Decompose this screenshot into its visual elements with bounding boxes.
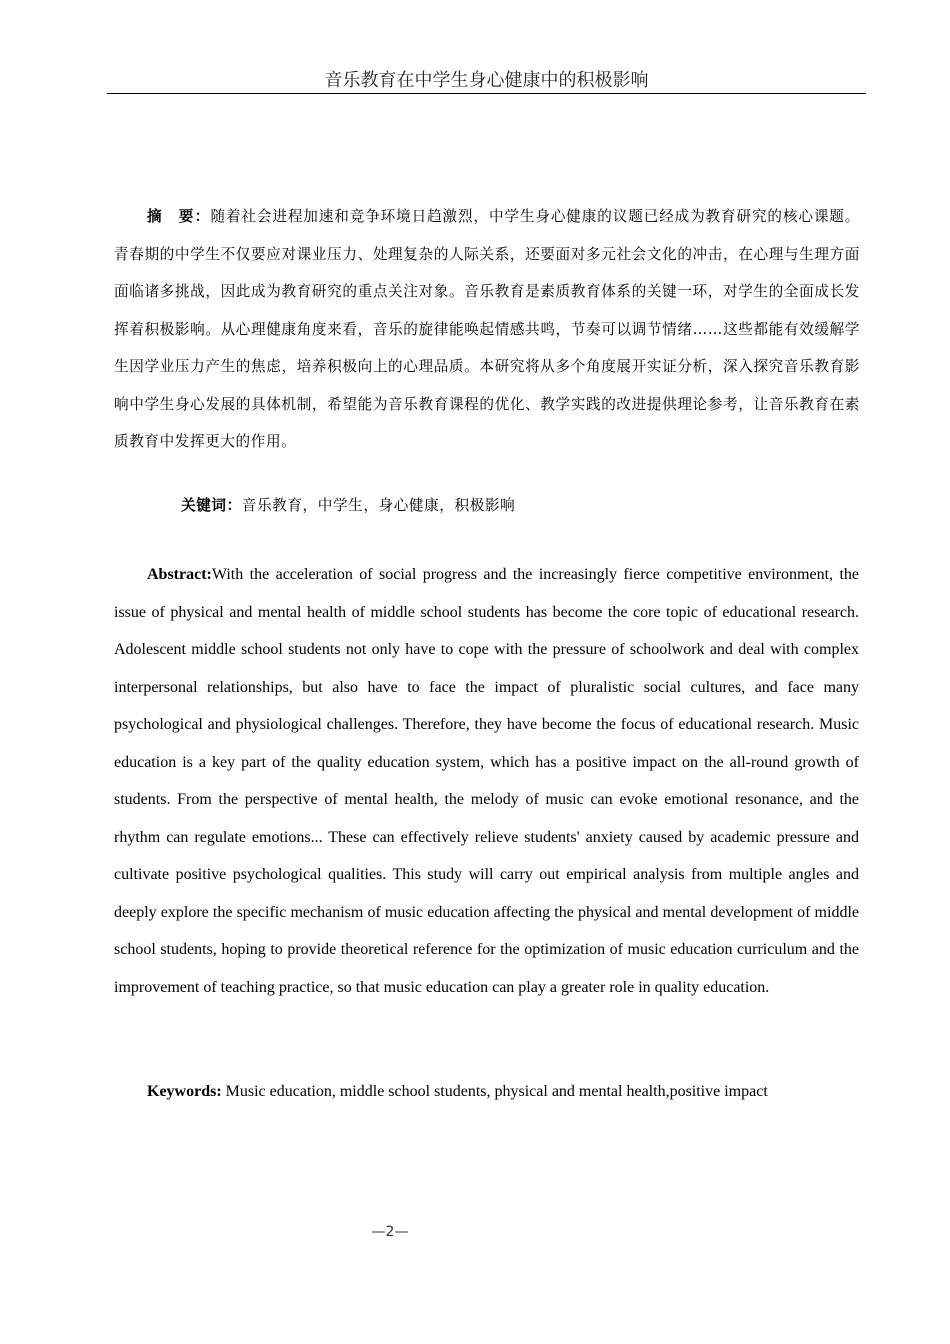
chinese-keywords-label: 关键词：	[181, 497, 242, 514]
english-keywords-text: Music education, middle school students, physical and mental health,positive impact	[221, 1083, 768, 1100]
chinese-keywords	[181, 491, 515, 521]
running-header-title: 音乐教育在中学生身心健康中的积极影响	[324, 70, 649, 91]
running-header	[107, 70, 866, 94]
chinese-abstract	[114, 198, 860, 461]
chinese-keywords-text: 音乐教育，中学生，身心健康，积极影响	[241, 497, 516, 514]
english-abstract-label: Abstract:	[147, 566, 212, 583]
english-abstract-text: With the acceleration of social progress and the increasingly fierce competitive environment, the issue of physical and mental health of middle school students has become the core topic of educational research. Adolescent middle school students not only have to cope with the pressure of schoolwork and deal with complex interpersonal relationships, but also have to face the impact of pluralistic social cultures, and face many psychological and physiological challenges. Therefore, they have become the focus of educational research. Music education is a key part of the quality education system, which has a positive impact on the all-round growth of students. From the perspective of mental health, the melody of music can evoke emotional resonance, and the rhythm can regulate emotions... These can effectively relieve students' anxiety caused by academic pressure and cultivate positive psychological qualities. This study will carry out empirical analysis from multiple angles and deeply explore the specific mechanism of music education affecting the physical and mental development of middle school students, hoping to provide theoretical reference for the optimization of music education curriculum and the improvement of teaching practice, so that music education can play a greater role in quality education.	[114, 566, 859, 996]
english-abstract	[114, 556, 859, 1006]
page-number: —2—	[371, 1224, 409, 1240]
chinese-abstract-label: 摘 要：	[147, 208, 211, 225]
english-keywords	[147, 1077, 768, 1107]
english-keywords-label: Keywords:	[147, 1083, 222, 1100]
chinese-abstract-text: 随着社会进程加速和竞争环境日趋激烈，中学生身心健康的议题已经成为教育研究的核心课题。青春期的中学生不仅要应对课业压力、处理复杂的人际关系，还要面对多元社会文化的冲击，在心理与生理方面面临诸多挑战，因此成为教育研究的重点关注对象。音乐教育是素质教育体系的关键一环，对学生的全面成长发挥着积极影响。从心理健康角度来看，音乐的旋律能唤起情感共鸣，节奏可以调节情绪……这些都能有效缓解学生因学业压力产生的焦虑，培养积极向上的心理品质。本研究将从多个角度展开实证分析，深入探究音乐教育影响中学生身心发展的具体机制，希望能为音乐教育课程的优化、教学实践的改进提供理论参考，让音乐教育在素质教育中发挥更大的作用。	[114, 208, 860, 450]
